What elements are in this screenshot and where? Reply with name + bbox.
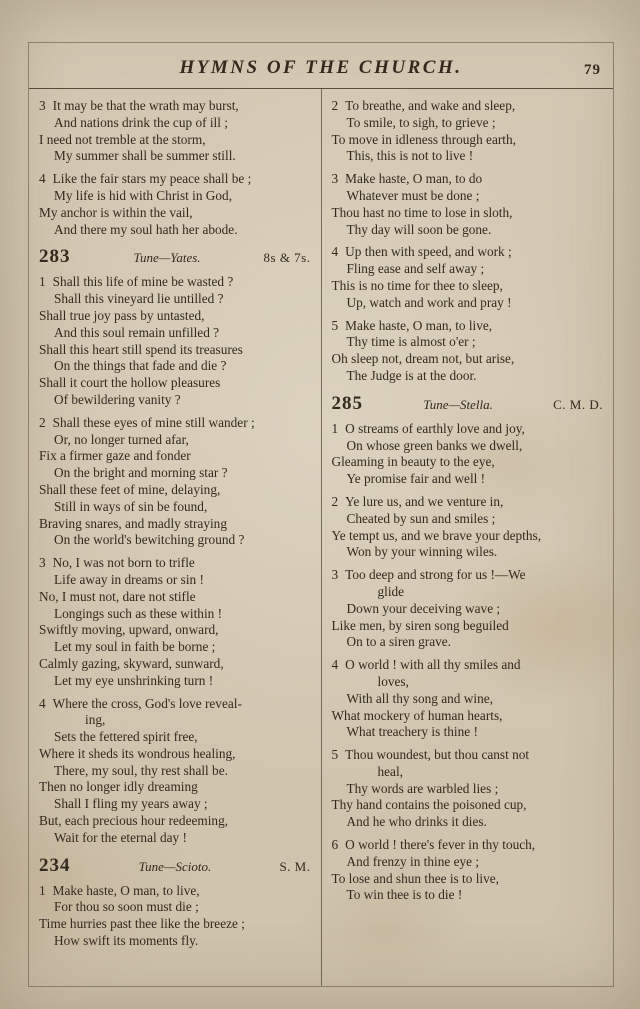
tune-label: Tune—Scioto. (138, 858, 212, 874)
verse-line: Like men, by siren song beguiled (331, 617, 509, 633)
verse-line: My summer shall be summer still. (54, 148, 236, 164)
verse (332, 98, 610, 165)
verse-line: Wait for the eternal day ! (54, 829, 187, 845)
verse-line: 4 Up then with speed, and work ; (331, 244, 512, 260)
hymn-heading (39, 246, 317, 268)
verse-line: Still in ways of sin be found, (54, 498, 208, 514)
verse-line: 3 Too deep and strong for us !—We (331, 567, 526, 583)
verse-line: Thy day will soon be gone. (346, 221, 492, 237)
tune-label: Tune—Stella. (423, 396, 493, 412)
verse (39, 696, 317, 847)
verse-number: 1 (39, 274, 46, 290)
verse (39, 555, 317, 689)
verse-line: What treachery is thine ! (346, 724, 478, 740)
verse-line: For thou so soon must die ; (54, 899, 199, 915)
verse-number: 4 (331, 244, 339, 260)
verse-line: With all thy song and wine, (346, 690, 493, 706)
verse-line: Down your deceiving wave ; (346, 600, 501, 616)
verse-line: Swiftly moving, upward, onward, (39, 622, 219, 638)
verse-line: 2 Ye lure us, and we venture in, (331, 493, 504, 509)
text-columns (29, 89, 613, 986)
verse-line: Thy hand contains the poisoned cup, (331, 797, 527, 813)
verse-number: 4 (39, 695, 46, 711)
verse-line: This, this is not to live ! (346, 148, 474, 164)
verse-line: Shall it court the hollow pleasures (39, 375, 221, 391)
verse-line: Whatever must be done ; (346, 187, 480, 203)
verse-number: 3 (39, 98, 46, 113)
verse-line: Shall I fling my years away ; (54, 796, 208, 812)
verse-line: There, my soul, thy rest shall be. (54, 762, 228, 778)
verse-line: 3 No, I was not born to trifle (39, 555, 195, 571)
verse-line: 2 Shall these eyes of mine still wander ; (39, 414, 255, 430)
verse (332, 244, 610, 311)
verse (332, 171, 610, 238)
verse-line: To win thee is to die ! (346, 887, 463, 903)
meter-label: C. M. D. (553, 396, 603, 412)
verse-line: 3 It may be that the wrath may burst, (39, 98, 239, 113)
verse-line: On whose green banks we dwell, (346, 437, 523, 453)
verse-line: 4 Where the cross, God's love reveal- (39, 695, 242, 711)
verse-line: And this soul remain unfilled ? (54, 324, 220, 340)
verse-line: Of bewildering vanity ? (54, 391, 181, 407)
verse-line: Fling ease and self away ; (346, 261, 485, 277)
verse-number: 2 (39, 414, 46, 430)
page-header (29, 43, 613, 89)
verse-number: 2 (331, 98, 339, 113)
verse-line: Gleaming in beauty to the eye, (331, 454, 495, 470)
verse-number: 4 (39, 171, 46, 187)
verse-line: loves, (377, 673, 409, 689)
left-column (29, 89, 321, 986)
hymn-heading (39, 855, 317, 877)
verse-line: I need not tremble at the storm, (39, 131, 206, 147)
hymn-number: 234 (39, 854, 71, 876)
verse-line: Ye promise fair and well ! (346, 471, 486, 487)
hymn-number: 283 (39, 246, 71, 268)
verse-line: 2 To breathe, and wake and sleep, (331, 98, 516, 113)
verse-line: 4 O world ! with all thy smiles and (331, 657, 521, 673)
verse-line: 4 Like the fair stars my peace shall be ; (39, 171, 252, 187)
verse-line: Shall this heart still spend its treasures (39, 341, 243, 357)
verse-line: Then no longer idly dreaming (39, 779, 198, 795)
verse-line: 3 Make haste, O man, to do (331, 171, 483, 187)
right-column (322, 89, 614, 986)
page-title: HYMNS OF THE CHURCH. (179, 57, 463, 78)
verse-line: And nations drink the cup of ill ; (54, 114, 228, 130)
verse-line: Ye tempt us, and we brave your depths, (331, 527, 542, 543)
verse (332, 421, 610, 488)
verse-line: Where it sheds its wondrous healing, (39, 745, 236, 761)
verse-line: 6 O world ! there's fever in thy touch, (331, 837, 536, 853)
verse (332, 494, 610, 561)
verse-line: To smile, to sigh, to grieve ; (346, 114, 496, 130)
verse-number: 6 (331, 837, 339, 853)
verse-line: Calmly gazing, skyward, sunward, (39, 655, 224, 671)
verse-line: heal, (377, 763, 403, 779)
verse-line: glide (377, 583, 405, 599)
verse-number: 3 (39, 555, 46, 571)
verse-line: 1 Make haste, O man, to live, (39, 882, 200, 898)
verse-number: 2 (331, 493, 339, 509)
verse-line: And frenzy in thine eye ; (346, 853, 480, 869)
verse-line: 1 Shall this life of mine be wasted ? (39, 274, 234, 290)
verse-line: 5 Make haste, O man, to live, (331, 317, 493, 333)
verse (332, 747, 610, 831)
verse-line: This is no time for thee to sleep, (331, 277, 503, 293)
verse-line: 1 O streams of earthly love and joy, (331, 420, 525, 436)
verse (332, 837, 610, 904)
verse-number: 1 (39, 882, 46, 898)
verse-line: Won by your winning wiles. (346, 544, 498, 560)
verse-line: No, I must not, dare not stifle (39, 588, 196, 604)
verse-line: Or, no longer turned afar, (54, 431, 189, 447)
verse-line: Thou hast no time to lose in sloth, (331, 204, 513, 220)
verse-line: My anchor is within the vail, (39, 204, 193, 220)
verse-number: 5 (331, 317, 339, 333)
verse (39, 415, 317, 549)
verse-number: 5 (331, 747, 339, 763)
verse-line: Longings such as these within ! (54, 605, 223, 621)
verse (39, 274, 317, 408)
verse-line: To move in idleness through earth, (331, 131, 516, 147)
verse-line: Shall true joy pass by untasted, (39, 307, 205, 323)
hymn-number: 285 (331, 392, 363, 414)
verse-line: Sets the fettered spirit free, (54, 729, 198, 745)
verse-line: But, each precious hour redeeming, (39, 813, 229, 829)
verse-line: On the bright and morning star ? (54, 465, 228, 481)
verse-line: Thy time is almost o'er ; (346, 334, 476, 350)
verse-line: On the things that fade and die ? (54, 358, 227, 374)
verse-line: Oh sleep not, dream not, but arise, (331, 351, 515, 367)
verse-line: Let my eye unshrinking turn ! (54, 672, 214, 688)
verse (332, 318, 610, 385)
verse (332, 567, 610, 651)
verse-number: 1 (331, 420, 339, 436)
verse-line: To lose and shun thee is to live, (331, 870, 499, 886)
verse-line: What mockery of human hearts, (331, 707, 503, 723)
verse-line: Let my soul in faith be borne ; (54, 639, 216, 655)
verse (39, 883, 317, 950)
verse (39, 98, 317, 165)
verse-line: Cheated by sun and smiles ; (346, 510, 496, 526)
verse-line: Shall these feet of mine, delaying, (39, 481, 221, 497)
verse (39, 171, 317, 238)
verse-line: And there my soul hath her abode. (54, 221, 238, 237)
verse-line: Braving snares, and madly straying (39, 515, 227, 531)
verse-line: And he who drinks it dies. (346, 814, 487, 830)
hymn-heading (332, 393, 610, 415)
verse-line: On the world's bewitching ground ? (54, 532, 245, 548)
meter-label: S. M. (279, 858, 311, 874)
verse-line: Up, watch and work and pray ! (346, 294, 512, 310)
tune-label: Tune—Yates. (133, 250, 201, 266)
page-number: 79 (584, 62, 601, 78)
page-frame (28, 42, 614, 987)
meter-label: 8s & 7s. (263, 250, 311, 266)
verse-line: My life is hid with Christ in God, (54, 187, 233, 203)
verse-line: Time hurries past thee like the breeze ; (39, 916, 245, 932)
verse-line: On to a siren grave. (346, 634, 451, 650)
verse-line: Fix a firmer gaze and fonder (39, 448, 191, 464)
verse-line: 5 Thou woundest, but thou canst not (331, 747, 530, 763)
verse-line: ing, (85, 712, 106, 728)
verse-line: Shall this vineyard lie untilled ? (54, 291, 224, 307)
verse-number: 3 (331, 171, 339, 187)
verse-line: The Judge is at the door. (346, 367, 477, 383)
verse (332, 657, 610, 741)
verse-line: Life away in dreams or sin ! (54, 571, 204, 587)
verse-number: 4 (331, 657, 339, 673)
verse-number: 3 (331, 567, 339, 583)
verse-line: How swift its moments fly. (54, 933, 199, 949)
verse-line: Thy words are warbled lies ; (346, 780, 499, 796)
